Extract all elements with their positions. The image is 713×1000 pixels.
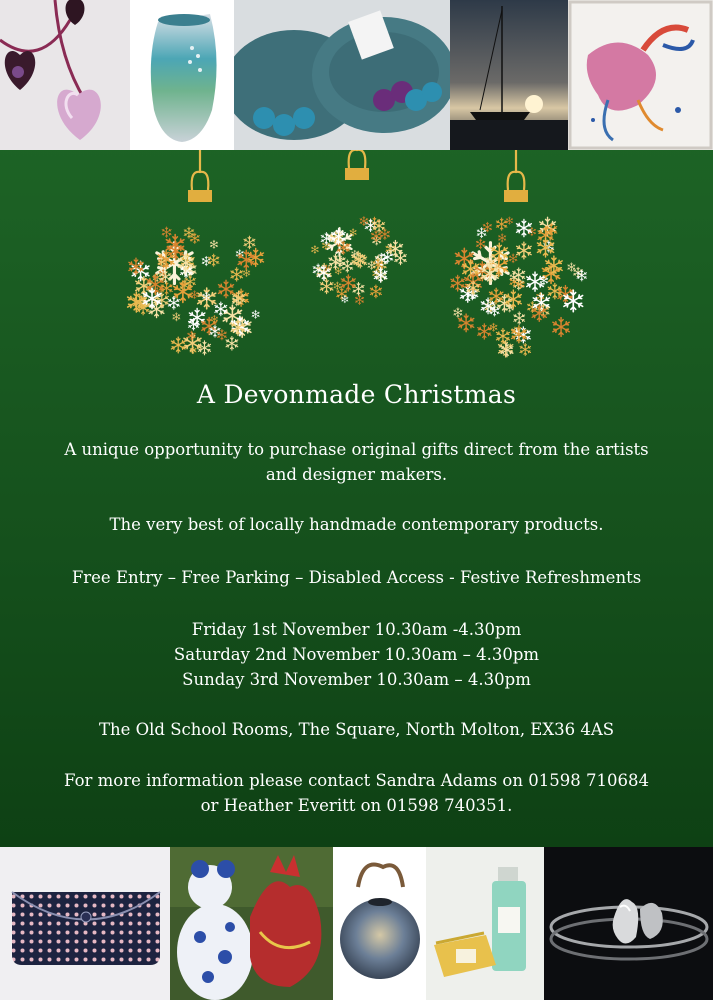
- contact-info: [0, 768, 713, 818]
- contact-line-2: or Heather Everitt on 01598 740351.: [200, 796, 513, 815]
- bauble-left: [128, 150, 264, 355]
- top-photo-strip: [0, 0, 713, 150]
- tagline: The very best of locally handmade contemporary products.: [109, 515, 604, 534]
- features-line: Free Entry – Free Parking – Disabled Access - Festive Refreshments: [71, 568, 642, 587]
- date-friday: Friday 1st November 10.30am -4.30pm: [191, 620, 522, 639]
- ceramic-vase-photo: [130, 0, 234, 150]
- intro-line-2: and designer makers.: [265, 465, 448, 484]
- felt-berets-photo: [234, 0, 450, 150]
- contact-line-1: For more information please contact Sandra Adams on 01598 710684: [64, 771, 649, 790]
- venue-address: The Old School Rooms, The Square, North Molton, EX36 4AS: [98, 720, 615, 739]
- raku-pot-photo: [333, 847, 426, 1000]
- polka-dot-purse-photo: [0, 847, 170, 1000]
- silver-bangle-photo: [544, 847, 713, 1000]
- bottom-photo-strip: [0, 847, 713, 1000]
- soap-products-photo: [426, 847, 544, 1000]
- glass-hearts-photo: [0, 0, 130, 150]
- event-title: A Devonmade Christmas: [196, 380, 517, 409]
- fabric-animals-photo: [170, 847, 333, 1000]
- sunset-yacht-photo: [450, 0, 568, 150]
- intro-line-1: A unique opportunity to purchase original gifts direct from the artists: [64, 440, 649, 459]
- bauble-middle: [311, 150, 406, 305]
- date-sunday: Sunday 3rd November 10.30am – 4.30pm: [182, 670, 531, 689]
- bauble-right: [451, 150, 587, 357]
- hare-painting-photo: [568, 0, 713, 150]
- christmas-baubles-illustration: [0, 150, 713, 365]
- opening-dates: [0, 617, 713, 692]
- date-saturday: Saturday 2nd November 10.30am – 4.30pm: [173, 645, 540, 664]
- intro-paragraph: [0, 437, 713, 487]
